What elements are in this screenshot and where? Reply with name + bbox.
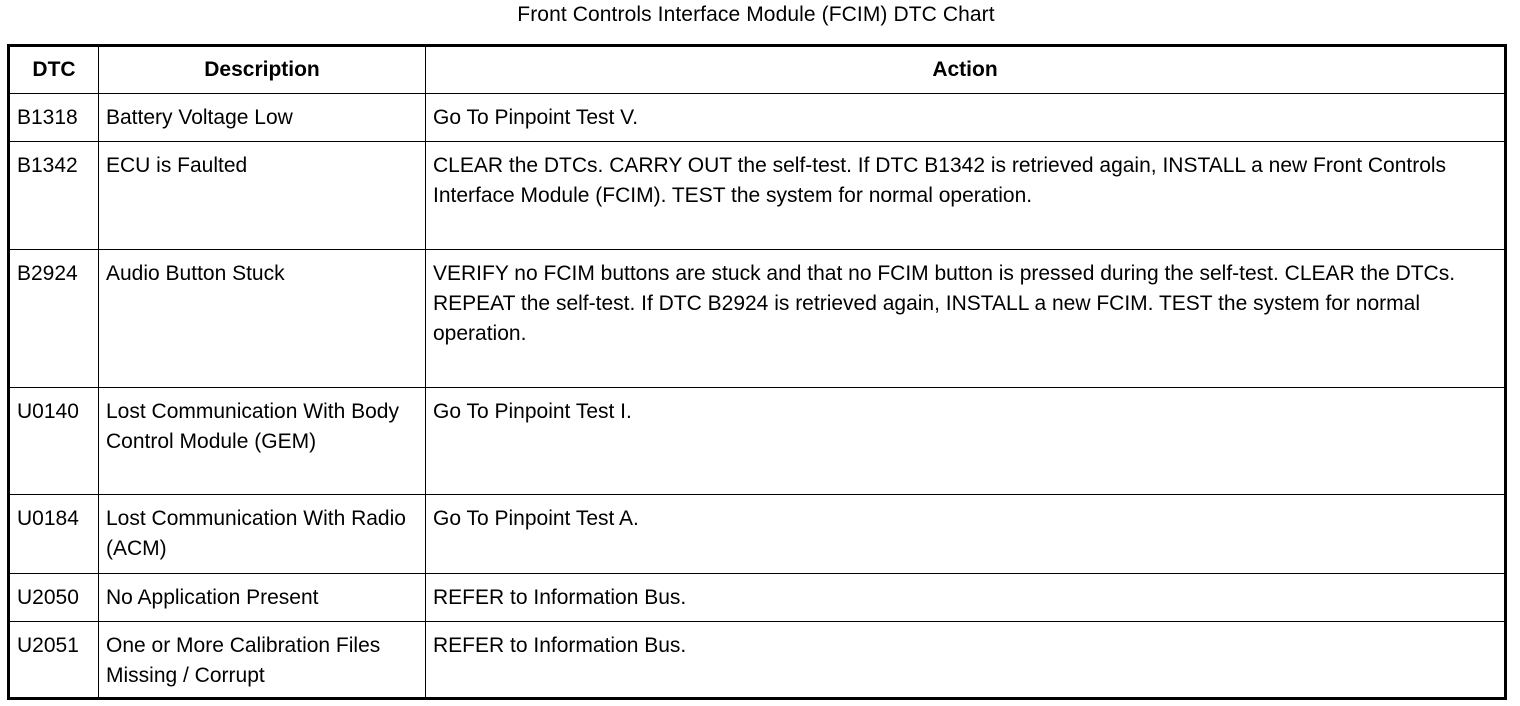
dtc-description: One or More Calibration Files Missing / Corrupt xyxy=(99,622,426,699)
dtc-description: Audio Button Stuck xyxy=(99,250,426,388)
dtc-code: U2050 xyxy=(9,574,99,622)
dtc-action: REFER to Information Bus. xyxy=(426,622,1506,699)
dtc-action: Go To Pinpoint Test V. xyxy=(426,94,1506,142)
table-row xyxy=(9,250,1506,388)
dtc-description: Lost Communication With Body Control Module (GEM) xyxy=(99,388,426,495)
dtc-description: ECU is Faulted xyxy=(99,142,426,250)
dtc-code: U0140 xyxy=(9,388,99,495)
dtc-code: U0184 xyxy=(9,495,99,574)
table-row xyxy=(9,574,1506,622)
dtc-action: REFER to Information Bus. xyxy=(426,574,1506,622)
header-dtc: DTC xyxy=(9,46,99,94)
table-row xyxy=(9,142,1506,250)
table-row xyxy=(9,495,1506,574)
dtc-action: VERIFY no FCIM buttons are stuck and that no FCIM button is pressed during the self-test. CLEAR the DTCs. REPEAT the self-test. If DTC B2924 is retrieved again, INSTALL a new FCIM. TEST the system for normal operation. xyxy=(426,250,1506,388)
dtc-action: Go To Pinpoint Test I. xyxy=(426,388,1506,495)
header-description: Description xyxy=(99,46,426,94)
dtc-description: Lost Communication With Radio (ACM) xyxy=(99,495,426,574)
dtc-description: No Application Present xyxy=(99,574,426,622)
dtc-action: Go To Pinpoint Test A. xyxy=(426,495,1506,574)
dtc-description: Battery Voltage Low xyxy=(99,94,426,142)
dtc-table xyxy=(7,44,1507,700)
table-header-row xyxy=(9,46,1506,94)
table-row xyxy=(9,94,1506,142)
dtc-code: B2924 xyxy=(9,250,99,388)
table-row xyxy=(9,388,1506,495)
dtc-code: B1342 xyxy=(9,142,99,250)
dtc-code: B1318 xyxy=(9,94,99,142)
dtc-code: U2051 xyxy=(9,622,99,699)
table-row xyxy=(9,622,1506,699)
header-action: Action xyxy=(426,46,1506,94)
dtc-action: CLEAR the DTCs. CARRY OUT the self-test. If DTC B1342 is retrieved again, INSTALL a new Front Controls Interface Module (FCIM). TEST the system for normal operation. xyxy=(426,142,1506,250)
chart-title: Front Controls Interface Module (FCIM) DTC Chart xyxy=(517,3,995,26)
